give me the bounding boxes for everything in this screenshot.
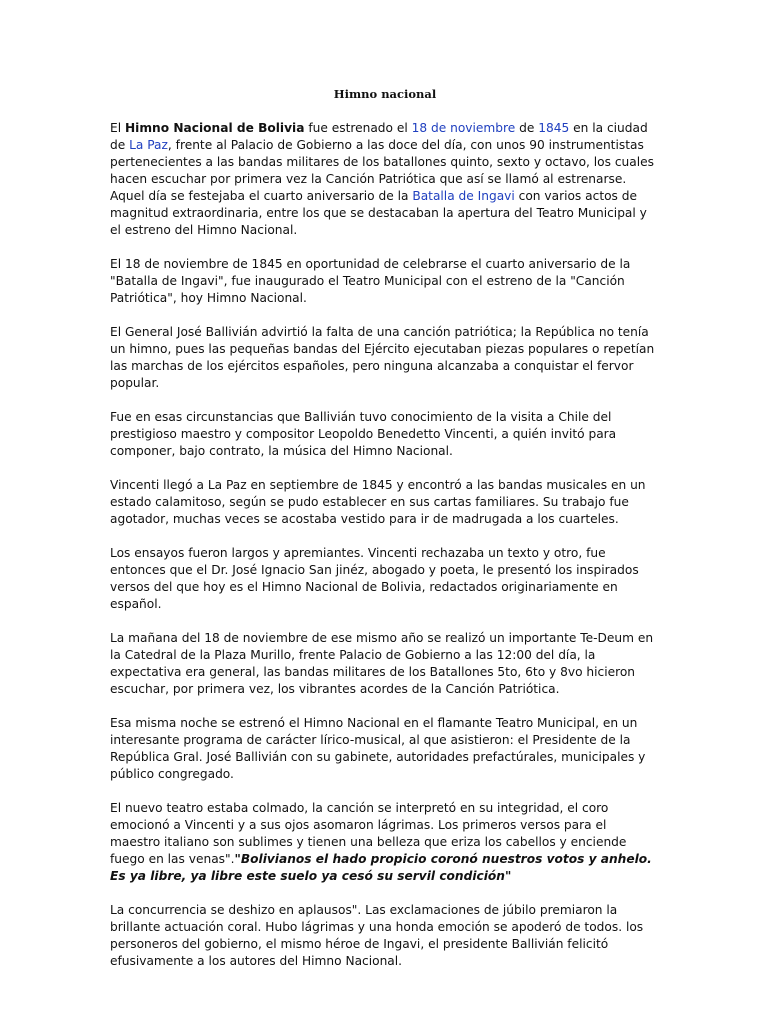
link-batalla-de-ingavi[interactable]: Batalla de Ingavi — [412, 189, 515, 203]
p9-text: El nuevo teatro estaba colmado, la canción se interpretó en su integridad, el coro emocionó a Vincenti y a sus ojos asomaron lágrimas. Los primeros versos para el maestro italiano son sublimes y tienen una belleza que eriza los cabellos y enciende fuego en las venas". — [110, 801, 627, 866]
paragraph-8: Esa misma noche se estrenó el Himno Nacional en el flamante Teatro Municipal, en un interesante programa de carácter lírico-musical, al que asistieron: el Presidente de la República Gral. José Ballivián con su gabinete, autoridades prefactúrales, municipales y público congregado. — [110, 716, 646, 781]
paragraph-6: Los ensayos fueron largos y apremiantes. Vincenti rechazaba un texto y otro, fue entonces que el Dr. José Ignacio San jinéz, abogado y poeta, le presentó los inspirados versos del que hoy es el Himno Nacional de Bolivia, redactados originariamente en español. — [110, 546, 639, 611]
p1-text-5: , frente al Palacio de Gobierno a las doce del día, con unos 90 instrumentistas pertenecientes a las bandas militares de los batallones quinto, sexto y octavo, los cuales hacen escuchar por primera vez la Canción Patriótica que así se llamó al estrenarse. Aquel día se festejaba el cuarto aniversario de la — [110, 138, 654, 203]
paragraph-5: Vincenti llegó a La Paz en septiembre de 1845 y encontró a las bandas musicales en un estado calamitoso, según se pudo establecer en sus cartas familiares. Su trabajo fue agotador, muchas veces se acostaba vestido para ir de madrugada a los cuarteles. — [110, 478, 646, 526]
paragraph-1 — [110, 120, 660, 239]
anthem-verse-quote: "Bolivianos el hado propicio coronó nuestros votos y anhelo. Es ya libre, ya libre este suelo ya cesó su servil condición" — [110, 852, 652, 883]
paragraph-2: El 18 de noviembre de 1845 en oportunidad de celebrarse el cuarto aniversario de la "Batalla de Ingavi", fue inaugurado el Teatro Municipal con el estreno de la "Canción Patriótica", hoy Himno Nacional. — [110, 257, 631, 305]
document-page — [110, 86, 660, 987]
link-18-noviembre[interactable]: 18 de noviembre — [411, 121, 516, 135]
document-title: Himno nacional — [333, 87, 437, 101]
p1-text-6: con varios actos de magnitud extraordinaria, entre los que se destacaban la apertura del Teatro Municipal y el estreno del Himno Nacional. — [110, 189, 647, 237]
link-la-paz[interactable]: La Paz — [129, 138, 168, 152]
paragraph-3: El General José Ballivián advirtió la falta de una canción patriótica; la República no tenía un himno, pues las pequeñas bandas del Ejército ejecutaban piezas populares o repetían las marchas de los ejércitos españoles, pero ninguna alcanzaba a conquistar el fervor popular. — [110, 325, 655, 390]
paragraph-10: La concurrencia se deshizo en aplausos". Las exclamaciones de júbilo premiaron la brillante actuación coral. Hubo lágrimas y una honda emoción se apoderó de todos. los personeros del gobierno, el mismo héroe de Ingavi, el presidente Ballivián felicitó efusivamente a los autores del Himno Nacional. — [110, 903, 644, 968]
p1-text-3: de — [515, 121, 539, 135]
p1-text-2: fue estrenado el — [304, 121, 412, 135]
paragraph-7: La mañana del 18 de noviembre de ese mismo año se realizó un importante Te-Deum en la Catedral de la Plaza Murillo, frente Palacio de Gobierno a las 12:00 del día, la expectativa era general, las bandas militares de los Batallones 5to, 6to y 8vo hicieron escuchar, por primera vez, los vibrantes acordes de la Canción Patriótica. — [110, 631, 654, 696]
p1-text-1: El — [110, 121, 125, 135]
anthem-name-bold: Himno Nacional de Bolivia — [124, 121, 305, 135]
p1-text-4: en la ciudad de — [110, 121, 648, 152]
link-1845[interactable]: 1845 — [538, 121, 570, 135]
paragraph-4: Fue en esas circunstancias que Ballivián tuvo conocimiento de la visita a Chile del prestigioso maestro y compositor Leopoldo Benedetto Vincenti, a quién invitó para componer, bajo contrato, la música del Himno Nacional. — [110, 410, 617, 458]
paragraph-9 — [110, 800, 660, 885]
